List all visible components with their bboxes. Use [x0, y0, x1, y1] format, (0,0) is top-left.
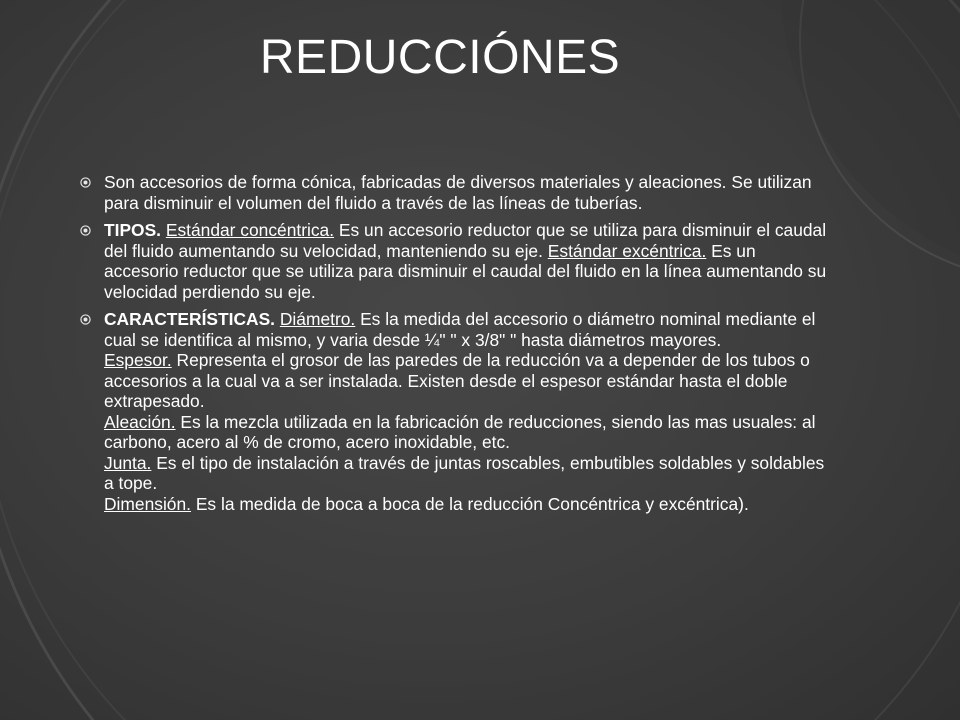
desc-diametro: Es la medida del accesorio o diámetro nominal mediante el cual se identifica al mismo, y varia desde ¼" " x 3/8" " hasta diámetros mayores. [104, 309, 816, 350]
term-excentrica: Estándar excéntrica. [547, 240, 707, 261]
term-junta: Junta. [104, 452, 152, 473]
term-diametro: Diámetro. [279, 309, 356, 329]
line-aleacion [104, 412, 828, 453]
caracteristicas-heading: CARACTERÍSTICAS. [104, 309, 276, 329]
term-espesor: Espesor. [104, 350, 172, 370]
tipos-heading: TIPOS. [104, 220, 162, 240]
desc-aleacion: Es la mezcla utilizada en la fabricación de reducciones, siendo las mas usuales: al carbono, acero al % de cromo, acero inoxidable, etc. [104, 411, 816, 452]
desc-excentrica: Es un accesorio reductor que se utiliza para disminuir el caudal del fluido en la línea aumentando su velocidad perdiendo su eje. [104, 240, 827, 302]
circle-dot-icon [80, 314, 91, 325]
desc-espesor: Representa el grosor de las paredes de la reducción va a depender de los tubos o accesorios a la cual va a ser instalada. Existen desde el espesor estándar hasta el doble extrapesado. [104, 350, 810, 411]
circle-dot-icon [80, 225, 91, 236]
bullet-caracteristicas [78, 309, 828, 514]
bullet-tipos [78, 220, 828, 302]
bullet-list [78, 172, 828, 521]
term-concentrica: Estándar concéntrica. [165, 220, 335, 240]
desc-junta: Es el tipo de instalación a través de juntas roscables, embutibles soldables y soldables a tope. [104, 452, 825, 493]
line-dimension [104, 494, 828, 515]
slide-title: REDUCCIÓNES [259, 31, 621, 84]
term-aleacion: Aleación. [104, 411, 176, 432]
line-junta [104, 453, 828, 494]
bullet-intro [78, 172, 828, 213]
desc-dimension: Es la medida de boca a boca de la reducción Concéntrica y excéntrica). [191, 493, 749, 514]
desc-concentrica: Es un accesorio reductor que se utiliza para disminuir el caudal del fluido aumentando su velocidad, manteniendo su eje. [104, 220, 827, 261]
intro-text: Son accesorios de forma cónica, fabricadas de diversos materiales y aleaciones. Se utilizan para disminuir el volumen del fluido a través de las líneas de tuberías. [104, 172, 812, 213]
term-dimension: Dimensión. [104, 493, 191, 514]
line-espesor [104, 350, 828, 412]
circle-dot-icon [80, 177, 91, 188]
